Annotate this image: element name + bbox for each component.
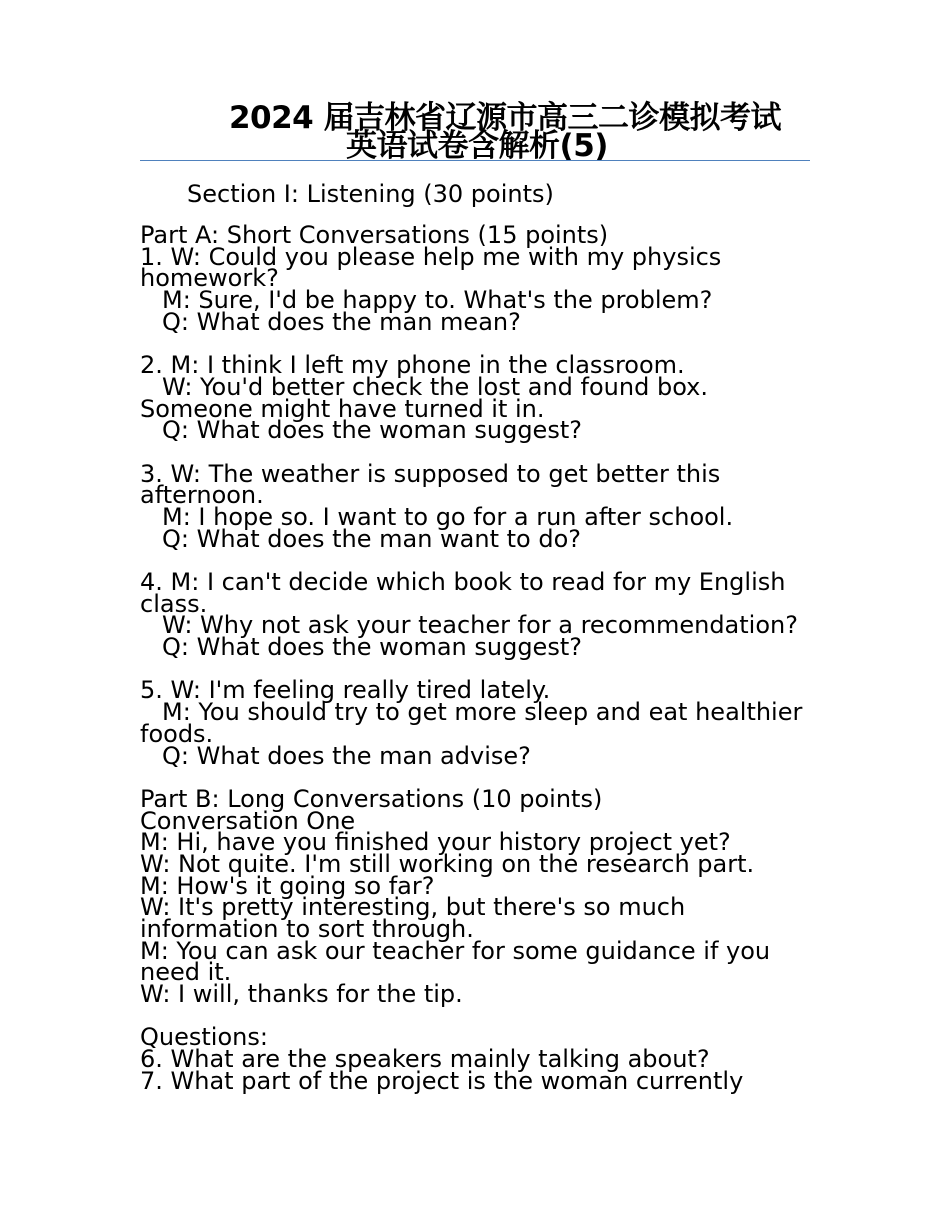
q1-line: M: Sure, I'd be happy to. What's the problem? — [162, 286, 713, 315]
q5-line: M: You should try to get more sleep and eat healthier — [162, 698, 803, 727]
q3-line: Q: What does the man want to do? — [162, 524, 582, 553]
q1-line: homework? — [140, 264, 279, 293]
q4-line: Q: What does the woman suggest? — [162, 633, 582, 662]
q2-line: 2. M: I think I left my phone in the classroom. — [140, 351, 685, 380]
conversation-line: need it. — [140, 958, 232, 987]
q1-line: 1. W: Could you please help me with my physics — [140, 242, 722, 271]
part-b-heading: Part B: Long Conversations (10 points) — [140, 784, 603, 813]
q3-line: M: I hope so. I want to go for a run after school. — [162, 502, 734, 531]
title-line-2: 英语试卷含解析(5) — [346, 128, 608, 164]
conversation-line: M: You can ask our teacher for some guidance if you — [140, 936, 771, 965]
q1-line: Q: What does the man mean? — [162, 307, 521, 336]
question-line: 7. What part of the project is the woman currently — [140, 1066, 744, 1095]
conversation-line: M: Hi, have you finished your history project yet? — [140, 828, 731, 857]
q4-line: 4. M: I can't decide which book to read for my English — [140, 568, 786, 596]
conversation-line: information to sort through. — [140, 915, 474, 943]
conversation-line: W: Not quite. I'm still working on the research part. — [140, 849, 755, 878]
q5-line: foods. — [140, 719, 214, 748]
q2-line: Someone might have turned it in. — [140, 394, 545, 423]
conversation-line: W: It's pretty interesting, but there's so much — [140, 893, 686, 922]
document-title — [140, 100, 810, 164]
question-line: 6. What are the speakers mainly talking about? — [140, 1045, 710, 1074]
title-line-1: 2024 届吉林省辽源市高三二诊模拟考试 — [228, 100, 782, 136]
conversation-one-label: Conversation One — [140, 806, 356, 835]
section-heading: Section I: Listening (30 points) — [187, 180, 554, 208]
q5-line: 5. W: I'm feeling really tired lately. — [140, 676, 551, 705]
q4-line: class. — [140, 589, 208, 618]
questions-label: Questions: — [140, 1023, 268, 1052]
q5-line: Q: What does the man advise? — [162, 741, 531, 770]
title-underline — [140, 160, 810, 161]
q3-line: afternoon. — [140, 481, 264, 510]
q2-line: Q: What does the woman suggest? — [162, 416, 582, 445]
q3-line: 3. W: The weather is supposed to get better this — [140, 459, 721, 488]
q4-line: W: Why not ask your teacher for a recommendation? — [162, 611, 798, 640]
conversation-line: W: I will, thanks for the tip. — [140, 980, 463, 1009]
part-a-heading: Part A: Short Conversations (15 points) — [140, 221, 609, 249]
q2-line: W: You'd better check the lost and found box. — [162, 372, 708, 401]
conversation-line: M: How's it going so far? — [140, 871, 435, 900]
document-body — [140, 221, 810, 1095]
